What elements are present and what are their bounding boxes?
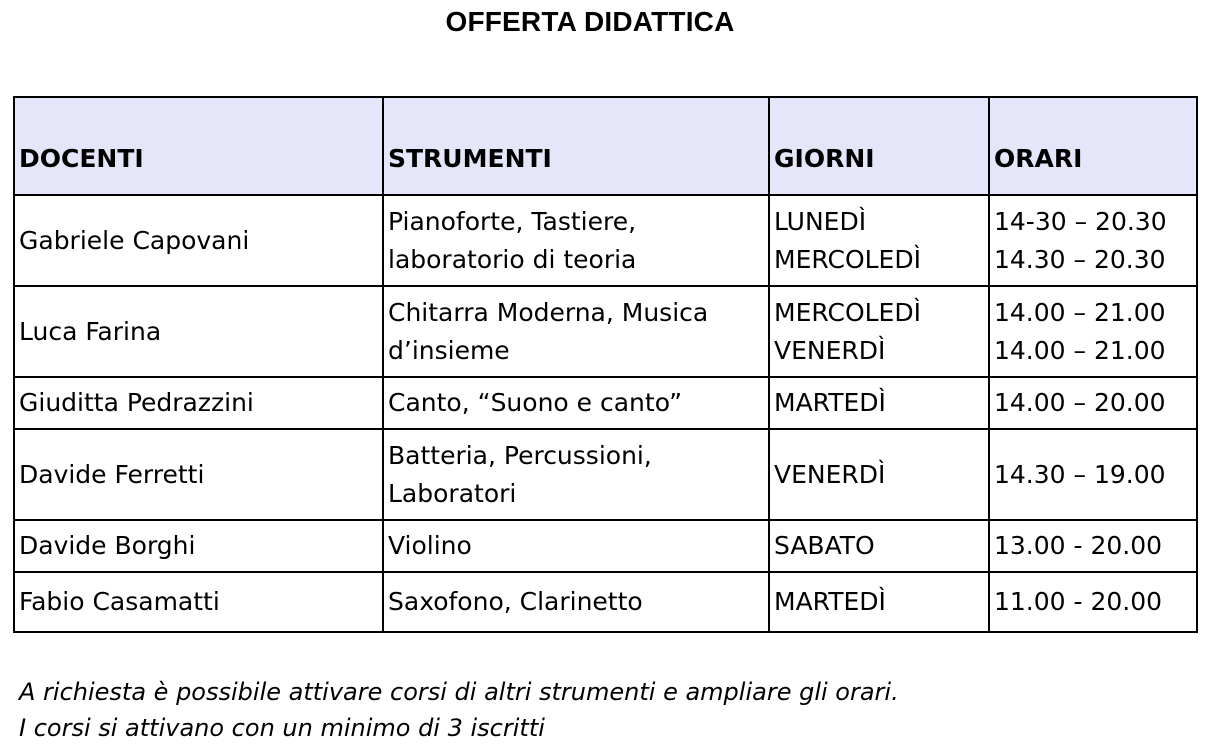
giorno-line: SABATO bbox=[774, 531, 875, 560]
orario-line: 11.00 - 20.00 bbox=[994, 587, 1163, 616]
orario-line: 14-30 – 20.30 bbox=[994, 206, 1167, 236]
strumenti-line: d’insieme bbox=[388, 335, 510, 365]
table-row bbox=[14, 572, 1197, 632]
cell-giorni bbox=[769, 572, 989, 632]
cell-strumenti bbox=[383, 286, 769, 377]
strumenti-line: Canto, “Suono e canto” bbox=[388, 388, 683, 417]
orario-line: 13.00 - 20.00 bbox=[994, 531, 1163, 560]
cell-giorni bbox=[769, 377, 989, 429]
table-row bbox=[14, 520, 1197, 572]
cell-docente: Luca Farina bbox=[14, 286, 383, 377]
giorno-line: VENERDÌ bbox=[774, 335, 886, 365]
cell-strumenti bbox=[383, 429, 769, 520]
cell-docente: Fabio Casamatti bbox=[14, 572, 383, 632]
cell-orari bbox=[989, 195, 1197, 286]
cell-orari bbox=[989, 520, 1197, 572]
strumenti-line: Chitarra Moderna, Musica bbox=[388, 297, 709, 327]
giorno-line: MERCOLEDÌ bbox=[774, 244, 921, 274]
cell-orari bbox=[989, 286, 1197, 377]
orario-line: 14.00 – 21.00 bbox=[994, 297, 1166, 327]
strumenti-line: Laboratori bbox=[388, 478, 517, 508]
cell-docente: Davide Ferretti bbox=[14, 429, 383, 520]
cell-giorni bbox=[769, 520, 989, 572]
cell-orari bbox=[989, 377, 1197, 429]
strumenti-line: Violino bbox=[388, 531, 472, 560]
giorno-line: LUNEDÌ bbox=[774, 206, 867, 236]
footnote-line: I corsi si attivano con un minimo di 3 iscritti bbox=[19, 714, 545, 742]
strumenti-line: Saxofono, Clarinetto bbox=[388, 587, 643, 616]
cell-orari bbox=[989, 572, 1197, 632]
table-row bbox=[14, 195, 1197, 286]
footnote-line: A richiesta è possibile attivare corsi di altri strumenti e ampliare gli orari. bbox=[19, 678, 899, 706]
orario-line: 14.00 – 20.00 bbox=[994, 388, 1166, 417]
cell-strumenti bbox=[383, 195, 769, 286]
course-table bbox=[13, 96, 1198, 633]
cell-docente: Giuditta Pedrazzini bbox=[14, 377, 383, 429]
strumenti-line: laboratorio di teoria bbox=[388, 244, 637, 274]
cell-orari bbox=[989, 429, 1197, 520]
page-title: OFFERTA DIDATTICA bbox=[445, 6, 735, 37]
cell-giorni bbox=[769, 429, 989, 520]
orario-line: 14.00 – 21.00 bbox=[994, 335, 1166, 365]
table-row bbox=[14, 429, 1197, 520]
header-strumenti: STRUMENTI bbox=[383, 97, 769, 195]
orario-line: 14.30 – 19.00 bbox=[994, 459, 1166, 489]
orario-line: 14.30 – 20.30 bbox=[994, 244, 1166, 274]
table-row bbox=[14, 286, 1197, 377]
giorno-line: MARTEDÌ bbox=[774, 587, 886, 616]
cell-docente: Davide Borghi bbox=[14, 520, 383, 572]
cell-giorni bbox=[769, 195, 989, 286]
strumenti-line: Pianoforte, Tastiere, bbox=[388, 206, 637, 236]
cell-giorni bbox=[769, 286, 989, 377]
header-orari: ORARI bbox=[989, 97, 1197, 195]
header-docenti: DOCENTI bbox=[14, 97, 383, 195]
footnotes bbox=[19, 674, 899, 746]
header-giorni: GIORNI bbox=[769, 97, 989, 195]
cell-strumenti bbox=[383, 572, 769, 632]
strumenti-line: Batteria, Percussioni, bbox=[388, 440, 652, 470]
cell-strumenti bbox=[383, 377, 769, 429]
cell-strumenti bbox=[383, 520, 769, 572]
table-row bbox=[14, 377, 1197, 429]
giorno-line: MERCOLEDÌ bbox=[774, 297, 921, 327]
giorno-line: VENERDÌ bbox=[774, 459, 886, 489]
cell-docente: Gabriele Capovani bbox=[14, 195, 383, 286]
table-header-row bbox=[14, 97, 1197, 195]
giorno-line: MARTEDÌ bbox=[774, 388, 886, 417]
